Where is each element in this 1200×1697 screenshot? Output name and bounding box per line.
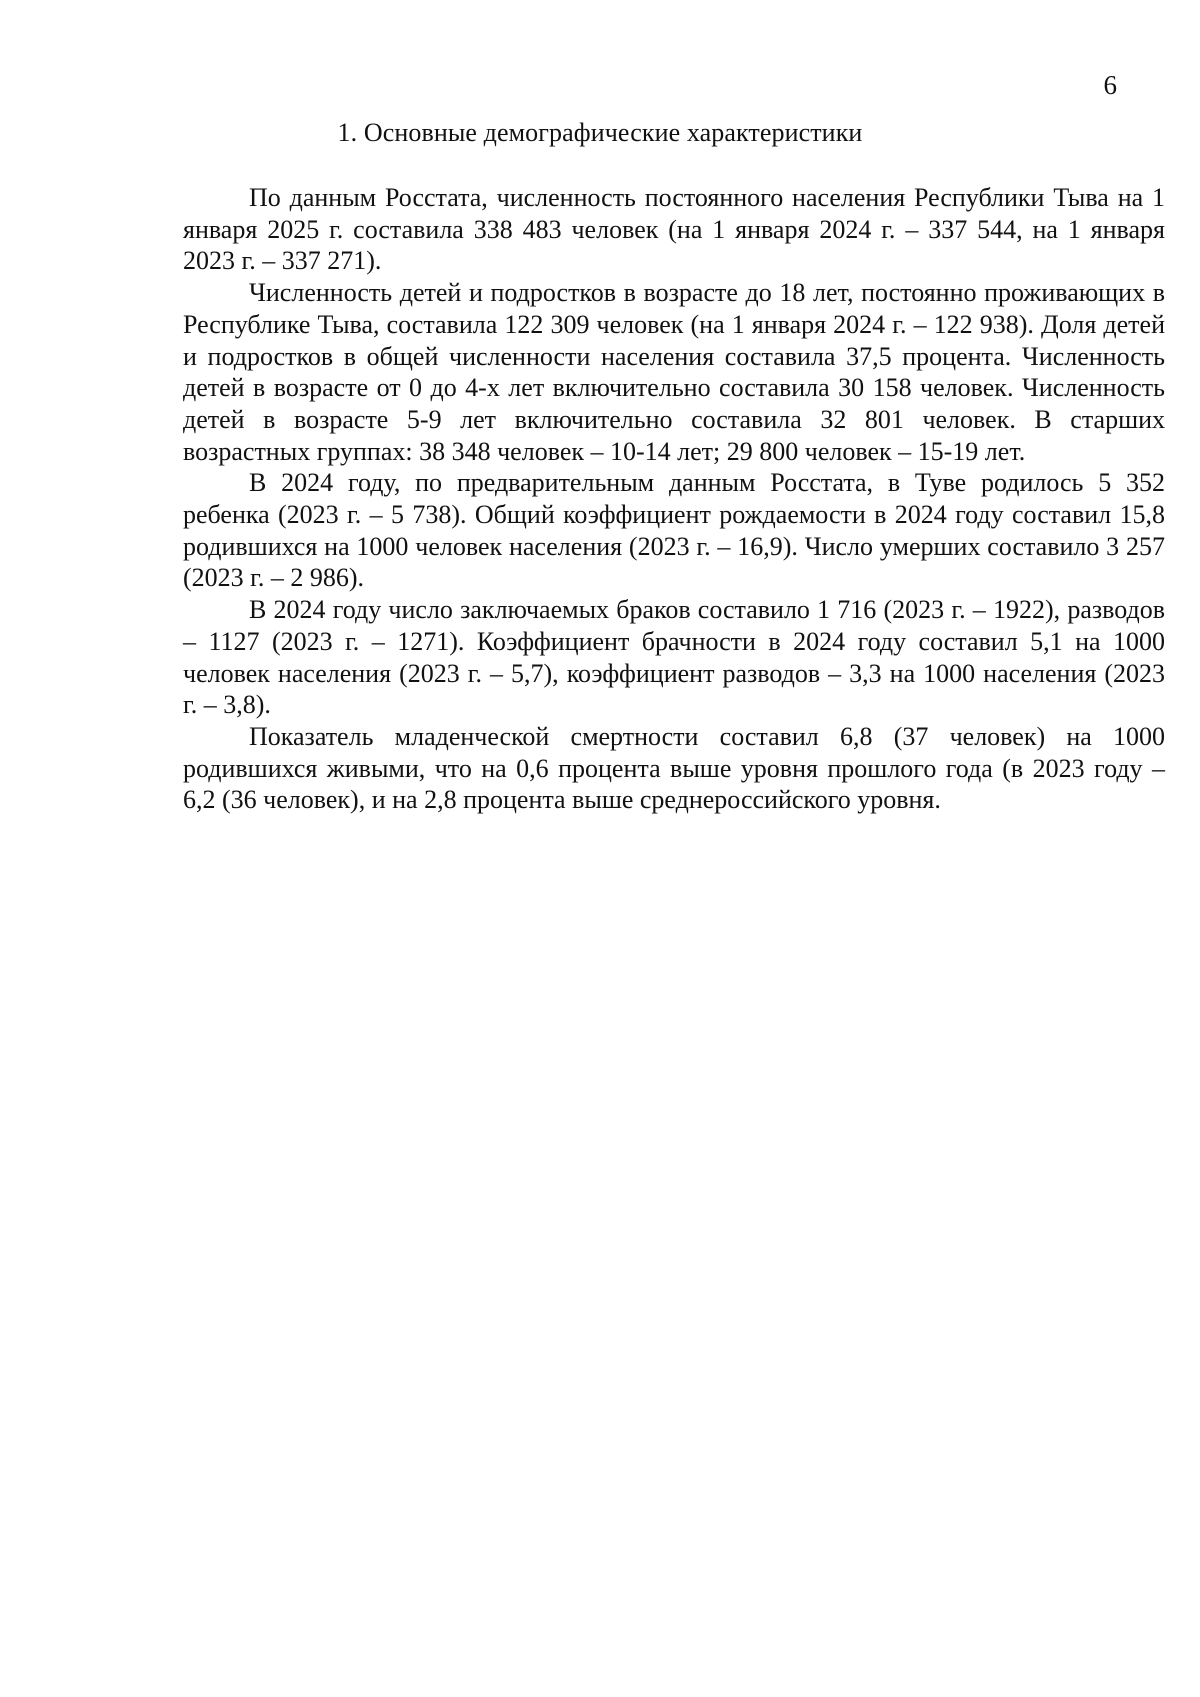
page-number: 6 — [1103, 70, 1117, 100]
paragraph-marriages-divorces: В 2024 году число заключаемых браков составило 1 716 (2023 г. – 1922), разводов – 1127 (2023 г. – 1271). Коэффициент брачности в 2024 году составил 5,1 на 1000 человек населения (2023 г. – 5,7), коэффициент разводов – 3,3 на 1000 населения (2023 г. – 3,8). — [183, 595, 1165, 720]
paragraph-children: Численность детей и подростков в возрасте до 18 лет, постоянно проживающих в Республике Тыва, составила 122 309 человек (на 1 января 2024 г. – 122 938). Доля детей и подростков в общей численности населения составила 37,5 процента. Численность детей в возрасте от 0 до 4-х лет включительно составила 30 158 человек. Численность детей в возрасте 5-9 лет включительно составила 32 801 человек. В старших возрастных группах: 38 348 человек – 10-14 лет; 29 800 человек – 15-19 лет. — [183, 278, 1165, 466]
paragraph-population: По данным Росстата, численность постоянного населения Республики Тыва на 1 января 2025 г. составила 338 483 человек (на 1 января 2024 г. – 337 544, на 1 января 2023 г. – 337 271). — [183, 183, 1165, 276]
paragraph-infant-mortality: Показатель младенческой смертности составил 6,8 (37 человек) на 1000 родившихся живыми, что на 0,6 процента выше уровня прошлого года (в 2023 году – 6,2 (36 человек), и на 2,8 процента выше среднероссийского уровня. — [183, 721, 1165, 815]
paragraph-births-deaths: В 2024 году, по предварительным данным Росстата, в Туве родилось 5 352 ребенка (2023 г. – 5 738). Общий коэффициент рождаемости в 2024 году составил 15,8 родившихся на 1000 человек населения (2023 г. – 16,9). Число умерших составило 3 257 (2023 г. – 2 986). — [183, 468, 1165, 593]
section-title: 1. Основные демографические характеристики — [337, 118, 863, 147]
body-text — [183, 182, 1165, 816]
